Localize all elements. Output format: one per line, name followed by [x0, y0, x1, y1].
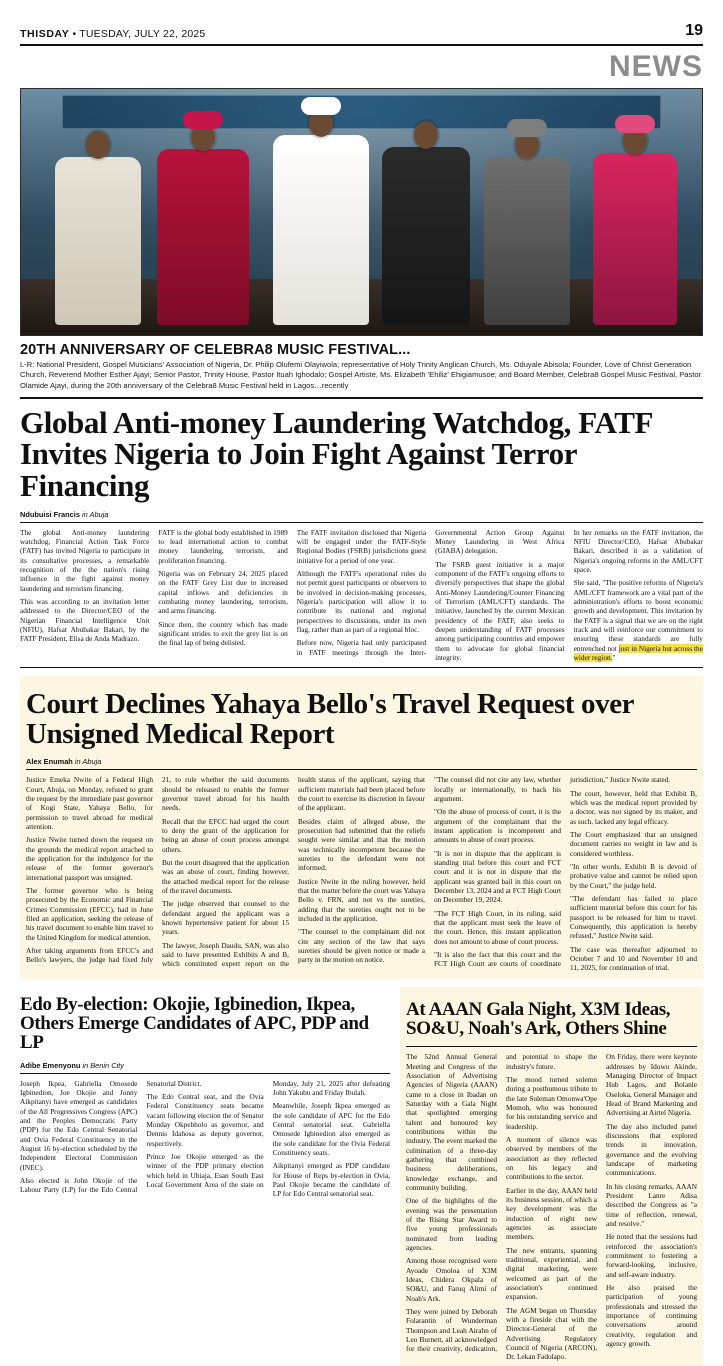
- paragraph: FATF is the global body established in 1989 to lead international action to combat money laundering, terrorism, and proliferation financing.: [158, 527, 288, 565]
- photo-person-hat: [507, 119, 547, 137]
- headline-court: Court Declines Yahaya Bello's Travel Request over Unsigned Medical Report: [26, 688, 634, 750]
- byline-author: Adibe Emenyonu: [20, 1060, 81, 1070]
- photo-person-2: [157, 149, 249, 325]
- paragraph: Aikpitanyi emerged as PDP candidate for House of Reps by-election in Ovia, Paul Okojie became the candidate of LP for Edo Central senatorial seat.: [272, 1161, 391, 1199]
- photo-person-hat: [615, 115, 655, 133]
- paragraph: Recall that the EFCC had urged the court to deny the grant of the application for being an abuse of court process amongst others.: [162, 816, 289, 854]
- photo-person-hat: [183, 111, 223, 129]
- paragraph: "It is also the fact that this court and the FCT High Court are courts of coordinate jurisdiction," Justice Nwite stated.: [434, 775, 671, 969]
- photo-caption-body: L-R: National President, Gospel Musicians' Association of Nigeria, Dr. Philip Olufemi Olayiwola; representative of Holy Trinity Anglican Church, Ms. Oduyale Abisola; Founder, Love of Christ Generation Church, Reverend Mother Esther Ajayi; Senior Pastor, Trinity House, Pastor Ituah Ighodalo; Gospel Artiste, Ms. Elizabeth 'Ehiliz' Ehigiamusoe; and Board Member, Celebra8 Gospel Music Festival, Pastor Olamide Ajayi, during the 20th anniversary of the Celebra8 Music Festival held in Lagos…recently: [20, 360, 703, 399]
- paragraph-highlighted: She said, "The positive reforms of Nigeria's AML/CFT framework are a vital part of the administration's efforts to boost economic growth and development. This invitation by the FATF is a signal that we are on the right track and will reinforce our commitment to ensuring these standards are fully entrenched not just in Nigeria but across the wider region.": [573, 578, 703, 662]
- paragraph: Although the FATF's operational rules do not permit guest participants or observers to be involved in decision-making processes, Nigeria's participation will allow it to contribute its national and regional perspectives to discussions, under its own flag, rather than as part of a regional bloc.: [296, 568, 427, 634]
- paragraph: Besides claim of alleged abuse, the prosecution had submitted that the reliefs sought were similar and that the motion was technically incompetent because the sureties to the defendant were not informed.: [298, 816, 425, 873]
- byline-author: Alex Enumah: [26, 757, 73, 767]
- paragraph: Justice Nwite in the ruling however, held that the matter before the court was Yahaya Bello v. FRN, and not vs the sureties, adding that the sureties ought not to be included in the application.: [298, 876, 425, 923]
- lead-photo: [20, 88, 703, 336]
- paragraph: The case was thereafter adjourned to October 7 and 10 and November 10 and 11, 2025, for continuation of trial.: [570, 944, 697, 973]
- paragraph: "The FCT High Court, in its ruling, said that the applicant must seek the leave of the court. Hence, this instant application does not amount to abuse of court process.: [434, 908, 561, 946]
- headline-edo: Edo By-election: Okojie, Igbinedion, Ikpea, Others Emerge Candidates of APC, PDP and LP: [20, 993, 369, 1054]
- body-court: [26, 769, 697, 972]
- paragraph: "In other words, Exhibit B is devoid of probative value and cannot be relied upon by the Court," the judge held.: [570, 861, 697, 890]
- photo-banner: [62, 95, 661, 129]
- paragraph: Before now, Nigeria had only participated in FATF meetings through the Inter-Governmental Action Group Against Money Laundering in West Africa (GIABA) delegation.: [296, 527, 565, 657]
- headline-main: Global Anti-money Laundering Watchdog, FATF Invites Nigeria to Join Fight Against Terror Financing: [20, 404, 652, 503]
- photo-person-4: [382, 147, 470, 325]
- paragraph: The lawyer, Joseph Daudu, SAN, was also said to have presented Exhibits A and B, which constituted expert report on the health status of the applicant, saying that sufficient materials had been placed before the court to exercise its discretion in favour of the applicant.: [162, 775, 425, 969]
- paragraph: In his closing remarks, AAAN President Lanre Adisa described the Congress as "a time of reflection, renewal, and resolve.": [606, 1181, 697, 1228]
- story-main: [20, 404, 703, 668]
- body-aaan: [406, 1046, 697, 1361]
- byline-location: in Abuja: [74, 757, 102, 767]
- paragraph: He noted that the sessions had reinforced the association's commitment to fostering a forward-looking, inclusive, and self-aware industry.: [606, 1232, 697, 1279]
- issue-date: TUESDAY, JULY 22, 2025: [79, 28, 206, 40]
- paragraph: Among those recognised were Ayoade Omoloa of X3M Ideas, Chidera Okpala of SO&U, and Faruq Alimi of Noah's Ark.: [406, 1256, 498, 1303]
- byline-edo: [20, 1061, 390, 1070]
- photo-person-6: [593, 153, 677, 325]
- paragraph: "On the abuse of process of court, it is the argument of the complainant that the instant application is incompetent and amounts to abuse of court process.: [434, 807, 561, 845]
- masthead-left: [20, 28, 205, 40]
- paragraph: The court, however, held that Exhibit B, which was the medical report provided by a doctor, was not signed by its maker, and as such, lacked any legal efficacy.: [570, 788, 697, 826]
- paragraph: The 52nd Annual General Meeting and Congress of the Association of Advertising Agencies of Nigeria (AAAN) came to a close in Ibadan on Saturday with a Gala Night that spotlighted emerging talent and honoured key contributions within the industry. The event marked the culmination of a three-day gathering that combined business deliberations, knowledge exchange, and community building.: [406, 1052, 498, 1192]
- byline-court: [26, 757, 697, 766]
- photo-person-head: [414, 121, 438, 149]
- photo-person-5: [484, 157, 570, 325]
- paragraph: The Edo Central seat, and the Ovia Federal Constituency seats became vacant following election the of Senator Monday Okpebholo as governor, and Dennis Idahosa as deputy governor, respectively.: [146, 1092, 264, 1148]
- body-edo: [20, 1073, 390, 1199]
- masthead-separator: •: [72, 28, 77, 40]
- paragraph: Prince Joe Okojie emerged as the winner of the PDP primary election which held in Ubiaja, Esan South East Local Government Area of the state on Monday, July 21, 2025 after defeating John Yakubu and Friday Ibulah.: [146, 1078, 391, 1189]
- paragraph: The day also included panel discussions that explored trends in innovation, governance and the evolving landscape of marketing communications.: [606, 1121, 697, 1178]
- paragraph: Meanwhile, Joseph Ikpea emerged as the sole candidate of APC for the Edo Central senatorial seat. Gabriella Omosede Igbinedion also emerged as the sole candidate for the Ovia Federal Constituency seats.: [272, 1101, 391, 1157]
- paragraph: Earlier in the day, AAAN held its business session, of which a key development was the induction of eight new agencies as associate members.: [506, 1185, 598, 1242]
- paragraph: The global Anti-money laundering watchdog, Financial Action Task Force (FATF) has invited Nigeria to participate in its consultative processes, a remarkable recognition of the the nation's rising influence in the fight against money laundering and terrorism financing.: [20, 527, 150, 593]
- photo-person-1: [55, 157, 141, 325]
- paragraph: "The defendant has failed to place sufficient material before this court for his passport to be released for him to travel. Consequently, this application is hereby refused," Justice Nwite said.: [570, 893, 697, 941]
- paragraph: This was according to an invitation letter addressed to the Director/CEO of the Nigerian Financial Intelligence Unit (NFIU), Hafsat Abubakar Bakari, by the FATF President, Elisa de Anda Madrazo.: [20, 596, 150, 644]
- paragraph: Justice Nwite turned down the request on the grounds the medical report attached to the application for the indulgence for the release of the former governor's international passport was unsigned.: [26, 835, 153, 882]
- photo-person-head: [86, 131, 110, 159]
- paragraph: A moment of silence was observed by members of the association as they reflected on his legacy and contributions to the sector.: [506, 1134, 598, 1182]
- byline-location: in Abuja: [82, 509, 109, 519]
- paragraph: The FSRB guest initiative is a major component of the FATF's ongoing efforts to diversify perspectives that shape the global Anti-Money Laundering/Counter Financing of Terrorism (AML/CFT) standards. The initiative, launched by the current Mexican presidency of the FATF, also seeks to deepen understanding of FATF processes among participating countries and empower them to advocate for global financial integrity.: [435, 559, 565, 662]
- story-aaan: [400, 987, 703, 1366]
- masthead: [20, 22, 703, 46]
- paragraph: The judge observed that counsel to the defendant argued the applicant was a known hypertensive patient for about 15 years.: [162, 899, 289, 937]
- paragraph: "The counsel did not cite any law, whether locally or internationally, to back his argument.: [434, 775, 561, 803]
- paragraph: Justice Emeka Nwite of a Federal High Court, Abuja, on Monday, refused to grant the request by the immediate past governor of Kogi State, Yahaya Bello, for permission to travel abroad for medical attention.: [26, 775, 153, 831]
- photo-person-3: [273, 135, 369, 325]
- paragraph: On Friday, there were keynote addresses by Idowu Akinde, Managing Director of Impact Hub Lagos, and Bolanle Oseloka, General Manager and Head of Brand Marketing and Advertising at Airtel Nigeria.: [606, 1052, 697, 1118]
- photo-person-hat: [301, 97, 341, 115]
- paragraph: The AGM began on Thursday with a fireside chat with the Director-General of the Advertising Regulatory Council of Nigeria (ARCON), Dr. Lekan Fadolapo.: [506, 1305, 598, 1362]
- page-number: 19: [685, 22, 703, 39]
- story-edo: [20, 987, 390, 1366]
- byline-location: in Benin City: [82, 1060, 124, 1070]
- paragraph: The FATF invitation disclosed that Nigeria will be engaged under the FATF-Style Regional Bodies (FSRB) jurisdictions guest initiative for a period of one year.: [296, 527, 427, 565]
- body-main: [20, 522, 703, 669]
- story-court: [20, 676, 703, 978]
- paragraph: Also elected is John Okojie of the Labour Party (LP) for the Edo Central Senatorial District.: [20, 1078, 202, 1195]
- paragraph: "The counsel to the complainant did not cite any section of the law that says sureties should be given notice or made a party in the motion on notice.: [298, 927, 425, 965]
- photo-caption-title: 20TH ANNIVERSARY OF CELEBRA8 MUSIC FESTIVAL...: [20, 342, 411, 358]
- paragraph: But the court disagreed that the application was an abuse of court, finding however, the attached medical report for the release of the travel documents.: [162, 857, 289, 895]
- lead-photo-block: [20, 88, 703, 399]
- paragraph: They were joined by Deborah Folarantin of Wunderman Thompson and Leah Airahn of Leo Burnett, all acknowledged for their creativity, dedication, and potential to shape the industry's future.: [406, 1052, 598, 1354]
- paragraph: The new entrants, spanning traditional, experiential, and digital marketing, were welcomed as part of the association's continued expansion.: [506, 1245, 598, 1302]
- newspaper-brand: THISDAY: [20, 28, 70, 40]
- paragraph: Joseph Ikpea, Gabriella Omosede Igbinedion, Joe Okojie and Jonny Aikpitanyi have emerged as candidates of the All Progressives Congress (APC) and the Peoples Democratic Party (PDP) for the Edo Central Senatorial and Ovia Federal Constituency in the August 16 by-election scheduled by the Independent Electoral Commission (INEC).: [20, 1078, 138, 1172]
- paragraph: "It is not in dispute that the applicant is standing trial before this court and FCT court and it is not in dispute that the applicant was granted bail in this court on December 13, 2024 and at FCT High Court on December 19, 2024.: [434, 848, 561, 905]
- headline-aaan: At AAAN Gala Night, X3M Ideas, SO&U, Noah's Ark, Others Shine: [406, 998, 671, 1039]
- paragraph: One of the highlights of the evening was the presentation of the Rising Star Award to five young professionals nominated from leading agencies.: [406, 1196, 498, 1252]
- paragraph: He also praised the participation of young professionals and stressed the importance of continuing conversations around creativity, regulation and agency growth.: [606, 1282, 697, 1348]
- paragraph: In her remarks on the FATF invitation, the NFIU Director/CEO, Hafsat Abubakar Bakari, described it as a validation of Nigeria's ongoing reforms in the AML/CFT space.: [573, 527, 703, 574]
- paragraph: After taking arguments from EFCC's and Bello's lawyers, the judge had fixed July 21, to rule whether the said documents should be released to enable the former governor travel abroad for his health needs.: [26, 775, 289, 965]
- paragraph: Since then, the country which has made significant strides to exit the grey list is on the final lap of being delisted.: [158, 619, 288, 648]
- section-title: NEWS: [609, 50, 703, 83]
- paragraph: The former governor who is being prosecuted by the Economic and Financial Crimes Commission (EFCC), had in June filed an application, seeking the release of his travel document to enable him travel to the United Kingdom for medical attention.: [26, 885, 153, 942]
- paragraph: The Court emphasized that an unsigned document carries no weight in law and is considered worthless.: [570, 829, 697, 858]
- byline-main: [20, 510, 703, 519]
- lower-section: [20, 987, 703, 1366]
- byline-author: Ndubuisi Francis: [20, 509, 80, 519]
- paragraph: Nigeria was on February 24, 2025 placed on the FATF Grey List due to increased capital inflows and deficiencies in combating money laundering, terrorism, and arms financing.: [158, 568, 288, 616]
- paragraph: The mood turned solemn during a posthumous tribute to the late Suleman Omonwa'Ope Momoh, who was honoured for his outstanding service and leadership.: [506, 1074, 598, 1131]
